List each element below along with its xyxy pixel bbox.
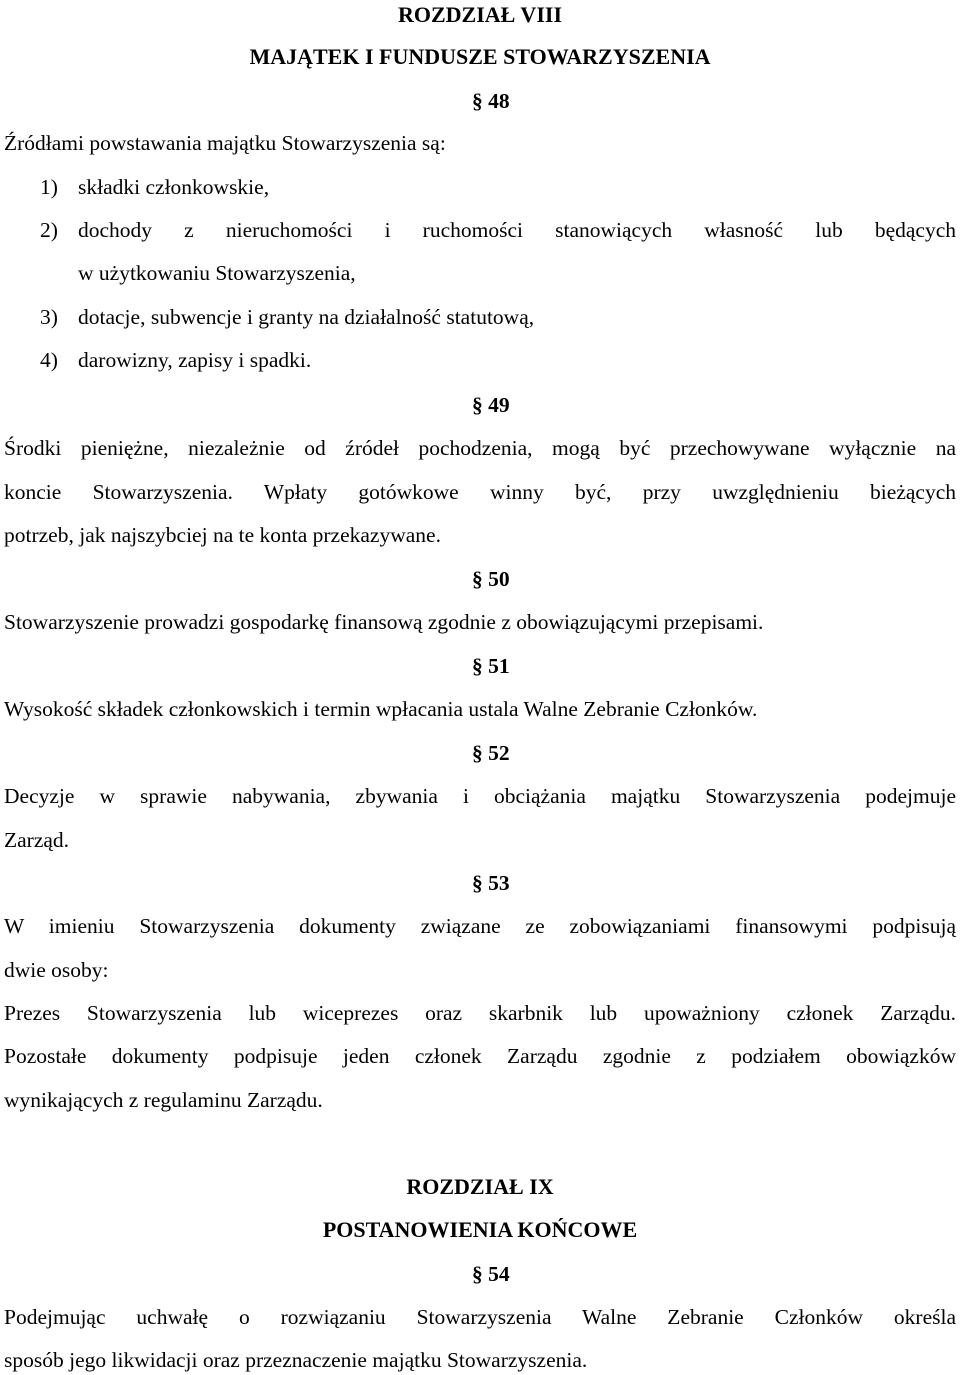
paragraph-mark: § 48 xyxy=(472,89,510,113)
paragraph-mark: § 53 xyxy=(472,871,510,895)
paragraph-line: Decyzje w sprawie nabywania, zbywania i obciążania majątku Stowarzyszenia podejmuje xyxy=(4,784,956,808)
paragraph-line: W imieniu Stowarzyszenia dokumenty związane ze zobowiązaniami finansowymi podpisują xyxy=(4,914,956,938)
paragraph-mark: § 54 xyxy=(472,1262,510,1286)
paragraph-line: sposób jego likwidacji oraz przeznaczenie majątku Stowarzyszenia. xyxy=(4,1348,588,1372)
paragraph-line: Podejmując uchwałę o rozwiązaniu Stowarzyszenia Walne Zebranie Członków określa xyxy=(4,1305,956,1329)
chapter-title: ROZDZIAŁ VIII xyxy=(397,2,563,27)
list-item-number: 1) xyxy=(40,175,58,199)
paragraph-line: Środki pieniężne, niezależnie od źródeł pochodzenia, mogą być przechowywane wyłącznie na xyxy=(4,436,956,460)
paragraph-mark: § 50 xyxy=(472,567,510,591)
paragraph-line: Wysokość składek członkowskich i termin wpłacania ustala Walne Zebranie Członków. xyxy=(4,697,758,721)
list-item-number: 3) xyxy=(40,305,58,329)
list-item-continuation xyxy=(40,258,956,288)
chapter-subtitle: POSTANOWIENIA KOŃCOWE xyxy=(322,1217,638,1242)
paragraph-intro: Źródłami powstawania majątku Stowarzyszenia są: xyxy=(4,131,446,155)
paragraph-line: Pozostałe dokumenty podpisuje jeden członek Zarządu zgodnie z podziałem obowiązków xyxy=(4,1044,956,1068)
paragraph-line: Prezes Stowarzyszenia lub wiceprezes oraz skarbnik lub upoważniony członek Zarządu. xyxy=(4,1001,956,1025)
paragraph-mark: § 52 xyxy=(472,741,510,765)
paragraph-line: Stowarzyszenie prowadzi gospodarkę finansową zgodnie z obowiązującymi przepisami. xyxy=(4,610,764,634)
chapter-title: ROZDZIAŁ IX xyxy=(406,1174,554,1199)
paragraph-mark: § 51 xyxy=(472,654,510,678)
list-item-text: dotacje, subwencje i granty na działalność statutową, xyxy=(78,305,535,329)
list-item-text: darowizny, zapisy i spadki. xyxy=(78,348,312,372)
list-item-text: dochody z nieruchomości i ruchomości stanowiących własność lub będących xyxy=(78,218,956,242)
chapter-subtitle: MAJĄTEK I FUNDUSZE STOWARZYSZENIA xyxy=(249,44,711,69)
list-item xyxy=(40,345,956,375)
paragraph-mark: § 49 xyxy=(472,393,510,417)
list-item xyxy=(40,302,956,332)
list-item-text: składki członkowskie, xyxy=(78,175,270,199)
list-item-number: 4) xyxy=(40,348,58,372)
list-item xyxy=(40,215,956,245)
paragraph-line: wynikających z regulaminu Zarządu. xyxy=(4,1088,323,1112)
paragraph-line: potrzeb, jak najszybciej na te konta przekazywane. xyxy=(4,523,441,547)
paragraph-line: koncie Stowarzyszenia. Wpłaty gotówkowe winny być, przy uwzględnieniu bieżących xyxy=(4,480,956,504)
list-item-number: 2) xyxy=(40,218,58,242)
paragraph-line: dwie osoby: xyxy=(4,958,109,982)
paragraph-line: Zarząd. xyxy=(4,828,70,852)
list-item-text: w użytkowaniu Stowarzyszenia, xyxy=(78,261,356,285)
list-item xyxy=(40,172,956,202)
